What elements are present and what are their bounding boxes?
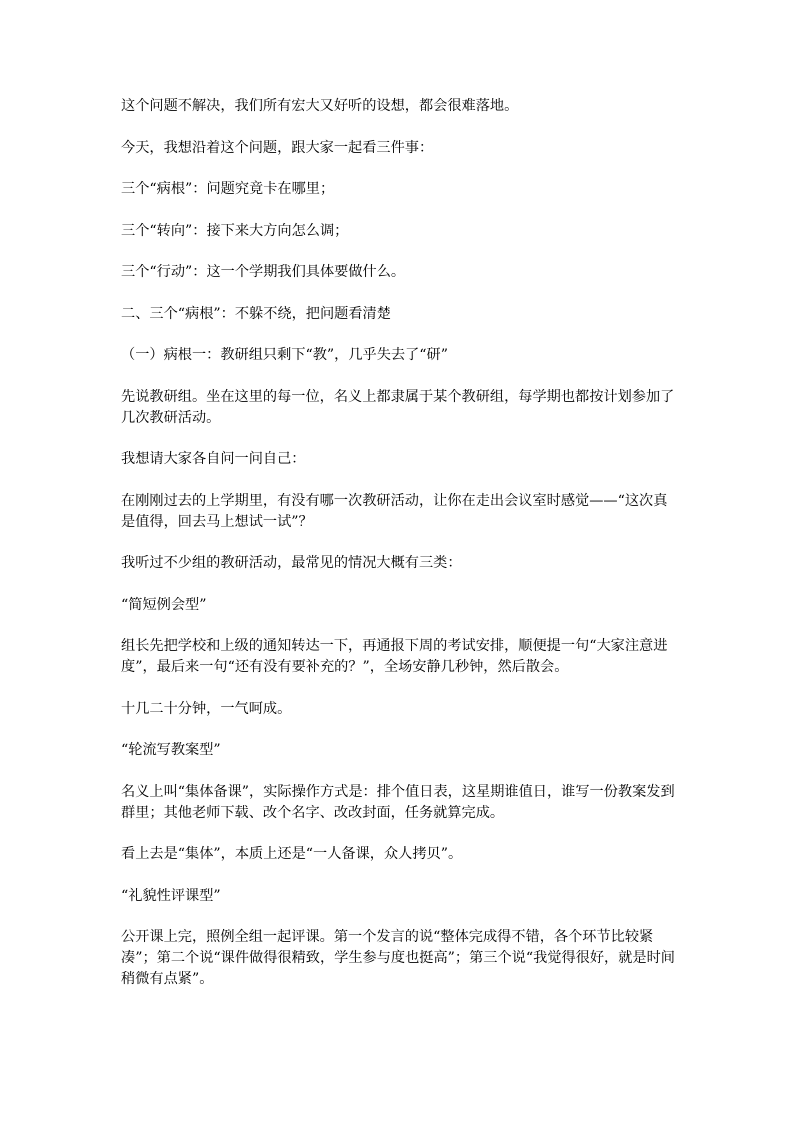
paragraph-9: 我想请大家各自问一问自己：	[121, 451, 306, 467]
paragraph-3: 三个“病根”：问题究竟卡在哪里；	[121, 181, 335, 197]
paragraph-4: 三个“转向”：接下来大方向怎么调；	[121, 222, 349, 239]
paragraph-19: 公开课上完，照例全组一起评课。第一个发言的说“整体完成得不错，各个环节比较紧凑”；第二个说“课件做得很精致，学生参与度也挺高”；第三个说“我觉得很好，就是时间稍微有点紧”。	[121, 929, 675, 987]
paragraph-17: 看上去是“集体”，本质上还是“一人备课，众人拷贝”。	[121, 846, 463, 862]
paragraph-11: 我听过不少组的教研活动，最常见的情况大概有三类：	[121, 555, 462, 571]
paragraph-1: 这个问题不解决，我们所有宏大又好听的设想，都会很难落地。	[121, 98, 519, 114]
paragraph-8: 先说教研组。坐在这里的每一位，名义上都隶属于某个教研组，每学期也都按计划参加了几次教研活动。	[121, 388, 675, 426]
paragraph-14: 十几二十分钟，一气呵成。	[121, 700, 292, 717]
type-heading-1: “简短例会型”	[121, 596, 207, 613]
paragraph-10: 在刚刚过去的上学期里，有没有哪一次教研活动，让你在走出会议室时感觉——“这次真是值得，回去马上想试一试”？	[121, 492, 668, 530]
paragraph-16: 名义上叫“集体备课”，实际操作方式是：排个值日表，这星期谁值日，谁写一份教案发到群里；其他老师下载、改个名字、改改封面，任务就算完成。	[121, 783, 675, 821]
paragraph-5: 三个“行动”：这一个学期我们具体要做什么。	[121, 264, 406, 280]
type-heading-2: “轮流写教案型”	[121, 742, 221, 758]
type-heading-3: “礼貌性评课型”	[121, 887, 221, 904]
paragraph-13: 组长先把学校和上级的通知转达一下，再通报下周的考试安排，顺便提一句“大家注意进度”，最后来一句“还有没有要补充的？”，全场安静几秒钟，然后散会。	[121, 638, 668, 675]
section-heading: 二、三个“病根”：不躲不绕，把问题看清楚	[121, 305, 391, 322]
paragraph-2: 今天，我想沿着这个问题，跟大家一起看三件事：	[121, 139, 434, 156]
document-body	[121, 96, 677, 1011]
subsection-heading: （一）病根一：教研组只剩下“教”，几乎失去了“研”	[121, 347, 448, 363]
